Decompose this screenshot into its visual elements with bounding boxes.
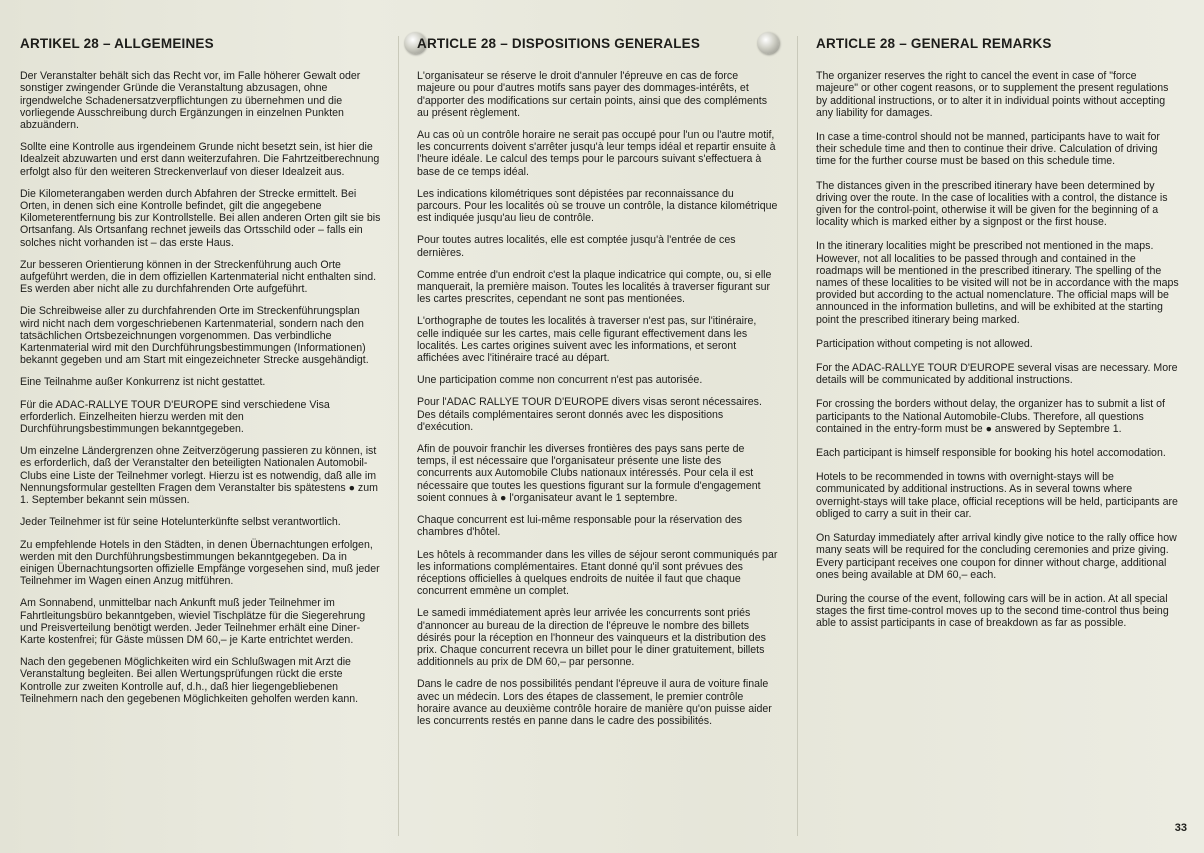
paragraph: Participation without competing is not allowed. bbox=[816, 337, 1033, 350]
paragraph: Eine Teilnahme außer Konkurrenz ist nicht gestattet. bbox=[20, 376, 266, 389]
paragraph: In the itinerary localities might be prescribed not mentioned in the maps. However, not all localities to be passed through and contained in the roadmaps will be mentioned in the prescribed itinerary. The spelling of the names of these localities to be visited will not be in accordance with the maps provided but according to the actual nomenclature. The official maps will be announced in the information bulletins, and will be exhibited at the starting point the prescribed itinerary being marked. bbox=[816, 240, 1179, 326]
column-heading: ARTICLE 28 – GENERAL REMARKS bbox=[816, 36, 1052, 51]
paragraph: Zu empfehlende Hotels in den Städten, in denen Übernachtungen erfolgen, werden mit den Durchführungsbestimmungen bekanntgegeben. Da in einigen Übernachtungsorten offizielle Empfänge vorgesehen sind, muß jeder Teilnehmer im Wagen einen Anzug mitführen. bbox=[20, 538, 380, 588]
paragraph: Pour toutes autres localités, elle est comptée jusqu'à l'entrée de ces dernières. bbox=[417, 234, 736, 259]
paragraph: Der Veranstalter behält sich das Recht vor, im Falle höherer Gewalt oder sonstiger zwingender Gründe die Veranstaltung abzusagen, ohne irgendwelche Schadenersatzverpflichtungen zu übernehmen und die vorliegende Ausschreibung durch Ergänzungen in einzelnen Punkten abzuändern. bbox=[20, 70, 361, 132]
paragraph: For the ADAC-RALLYE TOUR D'EUROPE several visas are necessary. More details will be communicated by additional instructions. bbox=[816, 362, 1178, 387]
german-column bbox=[20, 38, 382, 715]
paragraph: Für die ADAC-RALLYE TOUR D'EUROPE sind verschiedene Visa erforderlich. Einzelheiten hierzu werden mit den Durchführungsbestimmungen bekanntgegeben. bbox=[20, 398, 330, 436]
paragraph: Les indications kilométriques sont dépistées par reconnaissance du parcours. Pour les localités où se trouve un contrôle, la distance kilométrique est indiquée jusqu'au lieu de contrôle. bbox=[417, 187, 778, 225]
paragraph: Afin de pouvoir franchir les diverses frontières des pays sans perte de temps, il est nécessaire que l'organisateur présente une liste des concurrents aux Automobile Clubs nationaux intéressés. Pour cela il est nécessaire que toutes les questions figurant sur la formule d'engagement soient connues à ● l'organisateur avant le 1 septembre. bbox=[417, 443, 761, 504]
paragraph: L'orthographe de toutes les localités à traverser n'est pas, sur l'itinéraire, celle indiquée sur les cartes, mais celle figurant effectivement dans les localités. Les cartes origines suivent avec les informations, et seront affichées avec l'itinéraire tracé au départ. bbox=[417, 315, 757, 365]
paragraph: The organizer reserves the right to cancel the event in case of "force majeure" or other cogent reasons, or to supplement the present regulations by additional instructions, or to alter it in individual points without accepting any liability for damages. bbox=[816, 70, 1169, 119]
paragraph: The distances given in the prescribed itinerary have been determined by driving over the route. In the case of localities with a control, the distance is given for the control-point, otherwise it will be given for the beginning of a locality which is marked either by a signpost or the first house. bbox=[816, 179, 1168, 229]
paragraph: For crossing the borders without delay, the organizer has to submit a list of participants to the National Automobile-Clubs. Therefore, all questions contained in the entry-form must be ● answered by Septembre 1. bbox=[816, 398, 1165, 435]
page-number: 33 bbox=[1174, 822, 1187, 834]
paragraph: Une participation comme non concurrent n'est pas autorisée. bbox=[417, 374, 703, 387]
paragraph: Hotels to be recommended in towns with overnight-stays will be communicated by additional instructions. As in several towns where overnight-stays will take place, official receptions will be held, participants are obliged to carry a suit in their car. bbox=[816, 471, 1178, 520]
paragraph: Les hôtels à recommander dans les villes de séjour seront communiqués par les informations complémentaires. Etant donné qu'il sont prévues des réceptions officielles à quelques endroits de nuitée il faut que chaque concurrent emmène un complet. bbox=[417, 548, 778, 598]
french-column bbox=[417, 38, 779, 737]
column-heading: ARTIKEL 28 – ALLGEMEINES bbox=[20, 36, 214, 51]
paragraph: Am Sonnabend, unmittelbar nach Ankunft muß jeder Teilnehmer im Fahrtleitungsbüro bekanntgeben, wieviel Tischplätze für die Siegerehrung und Preisverteilung benötigt werden. Jeder Teilnehmer erhält eine Diner-Karte kostenfrei; für Gäste müssen DM 60,– je Karte entrichtet werden. bbox=[20, 597, 366, 646]
paragraph: L'organisateur se réserve le droit d'annuler l'épreuve en cas de force majeure ou pour d'autres motifs sans payer des dommages-intérêts, et d'apporter des modifications sur certain points, ainsi que des compléments au présent règlement. bbox=[417, 70, 768, 119]
paragraph: On Saturday immediately after arrival kindly give notice to the rally office how many seats will be required for the concluding ceremonies and prize giving. Every participant receives one coupon for dinner without charge, additional ones being available at DM 60,– each. bbox=[816, 532, 1177, 581]
column-heading: ARTICLE 28 – DISPOSITIONS GENERALES bbox=[417, 36, 701, 51]
paragraph: Le samedi immédiatement après leur arrivée les concurrents sont priés d'annoncer au bureau de la direction de l'épreuve le nombre des billets désirés pour la réception en l'honneur des vainqueurs et la distribution des prix. Chaque concurrent recevra un billet pour le diner gratuitement, billets additionnels au prix de DM 60,– par personne. bbox=[417, 607, 766, 669]
paragraph: Chaque concurrent est lui-même responsable pour la réservation des chambres d'hôtel. bbox=[417, 514, 743, 539]
paragraph: Each participant is himself responsible for booking his hotel accomodation. bbox=[816, 447, 1166, 460]
paragraph: Um einzelne Ländergrenzen ohne Zeitverzögerung passieren zu können, ist es erforderlich, daß der Veranstalter den beteiligten Nationalen Automobil-Clubs eine Liste der Teilnehmer vorlegt. Hierzu ist es notwendig, daß alle im Nennungsformular gestellten Fragen dem Veranstalter bis spätestens ● zum 1. September bekannt sein müssen. bbox=[20, 445, 378, 507]
column-divider bbox=[797, 36, 798, 836]
paragraph: Die Schreibweise aller zu durchfahrenden Orte im Streckenführungsplan wird nicht nach dem vorgeschriebenen Kartenmaterial, sondern nach den tatsächlichen Ortsbezeichnungen vorgenommen. Das verbindliche Kartenmaterial wird mit den Durchführungsbestimmungen (Informationen) bekannt gegeben und am Start mit eingezeichneter Strecke ausgehändigt. bbox=[20, 305, 369, 367]
paragraph: Au cas où un contrôle horaire ne serait pas occupé pour l'un ou l'autre motif, les concurrents doivent s'arrêter jusqu'à leur temps idéal et repartir ensuite à l'heure idéale. Le calcul des temps pour le parcours suivant s'effectuera à base de ce temps idéal. bbox=[417, 129, 776, 178]
english-column bbox=[816, 38, 1180, 642]
paragraph: Jeder Teilnehmer ist für seine Hotelunterkünfte selbst verantwortlich. bbox=[20, 516, 341, 529]
paragraph: Sollte eine Kontrolle aus irgendeinem Grunde nicht besetzt sein, ist hier die Idealzeit abzuwarten und erst dann weiterzufahren. Die Fahrtzeitberechnung erfolgt also für den weiteren Streckenverlauf von dieser Idealzeit aus. bbox=[20, 141, 380, 178]
paragraph: Dans le cadre de nos possibilités pendant l'épreuve il aura de voiture finale avec un médecin. Lors des étapes de classement, le premier contrôle horaire avance au deuxième contrôle horaire de manière qu'on puisse aider les concurrents restés en panne dans le cadre des possibilités. bbox=[417, 678, 772, 727]
column-divider bbox=[398, 36, 399, 836]
paragraph: Die Kilometerangaben werden durch Abfahren der Strecke ermittelt. Bei Orten, in denen sich eine Kontrolle befindet, gilt die angegebene Kilometerentfernung bis zur Kontrollstelle. Bei allen anderen Orten gilt sie bis Ortsanfang. Als Ortsanfang rechnet jeweils das Ortsschild oder – falls ein solches nicht vorhanden ist – das erste Haus. bbox=[20, 187, 381, 249]
paragraph: In case a time-control should not be manned, participants have to wait for their schedule time and then to continue their drive. Calculation of driving time for the further course must be based on this schedule time. bbox=[816, 131, 1160, 168]
paragraph: Pour l'ADAC RALLYE TOUR D'EUROPE divers visas seront nécessaires. Des détails complémentaires seront donnés avec les dispositions d'exécution. bbox=[417, 396, 762, 433]
paragraph: Nach den gegebenen Möglichkeiten wird ein Schlußwagen mit Arzt die Veranstaltung begleiten. Bei allen Wertungsprüfungen rückt die erste Kontrolle zur zweiten Kontrolle auf, d.h., daß hier liegengebliebenen Teilnehmern nach den gegebenen Möglichkeiten geholfen werden kann. bbox=[20, 656, 359, 705]
paragraph: Zur besseren Orientierung können in der Streckenführung auch Orte aufgeführt werden, die in dem offiziellen Kartenmaterial nicht enthalten sind. Es werden aber nicht alle zu durchfahrenden Orte aufgeführt. bbox=[20, 258, 377, 296]
paragraph: Comme entrée d'un endroit c'est la plaque indicatrice qui compte, ou, si elle manquerait, la première maison. Toutes les localités à traverser figurant sur les cartes prescrites, cependant ne sont pas mentionées. bbox=[417, 268, 772, 306]
paragraph: During the course of the event, following cars will be in action. At all special stages the first time-control moves up to the second time-control thus being able to assist participants in case of breakdown as far as possible. bbox=[816, 592, 1169, 630]
